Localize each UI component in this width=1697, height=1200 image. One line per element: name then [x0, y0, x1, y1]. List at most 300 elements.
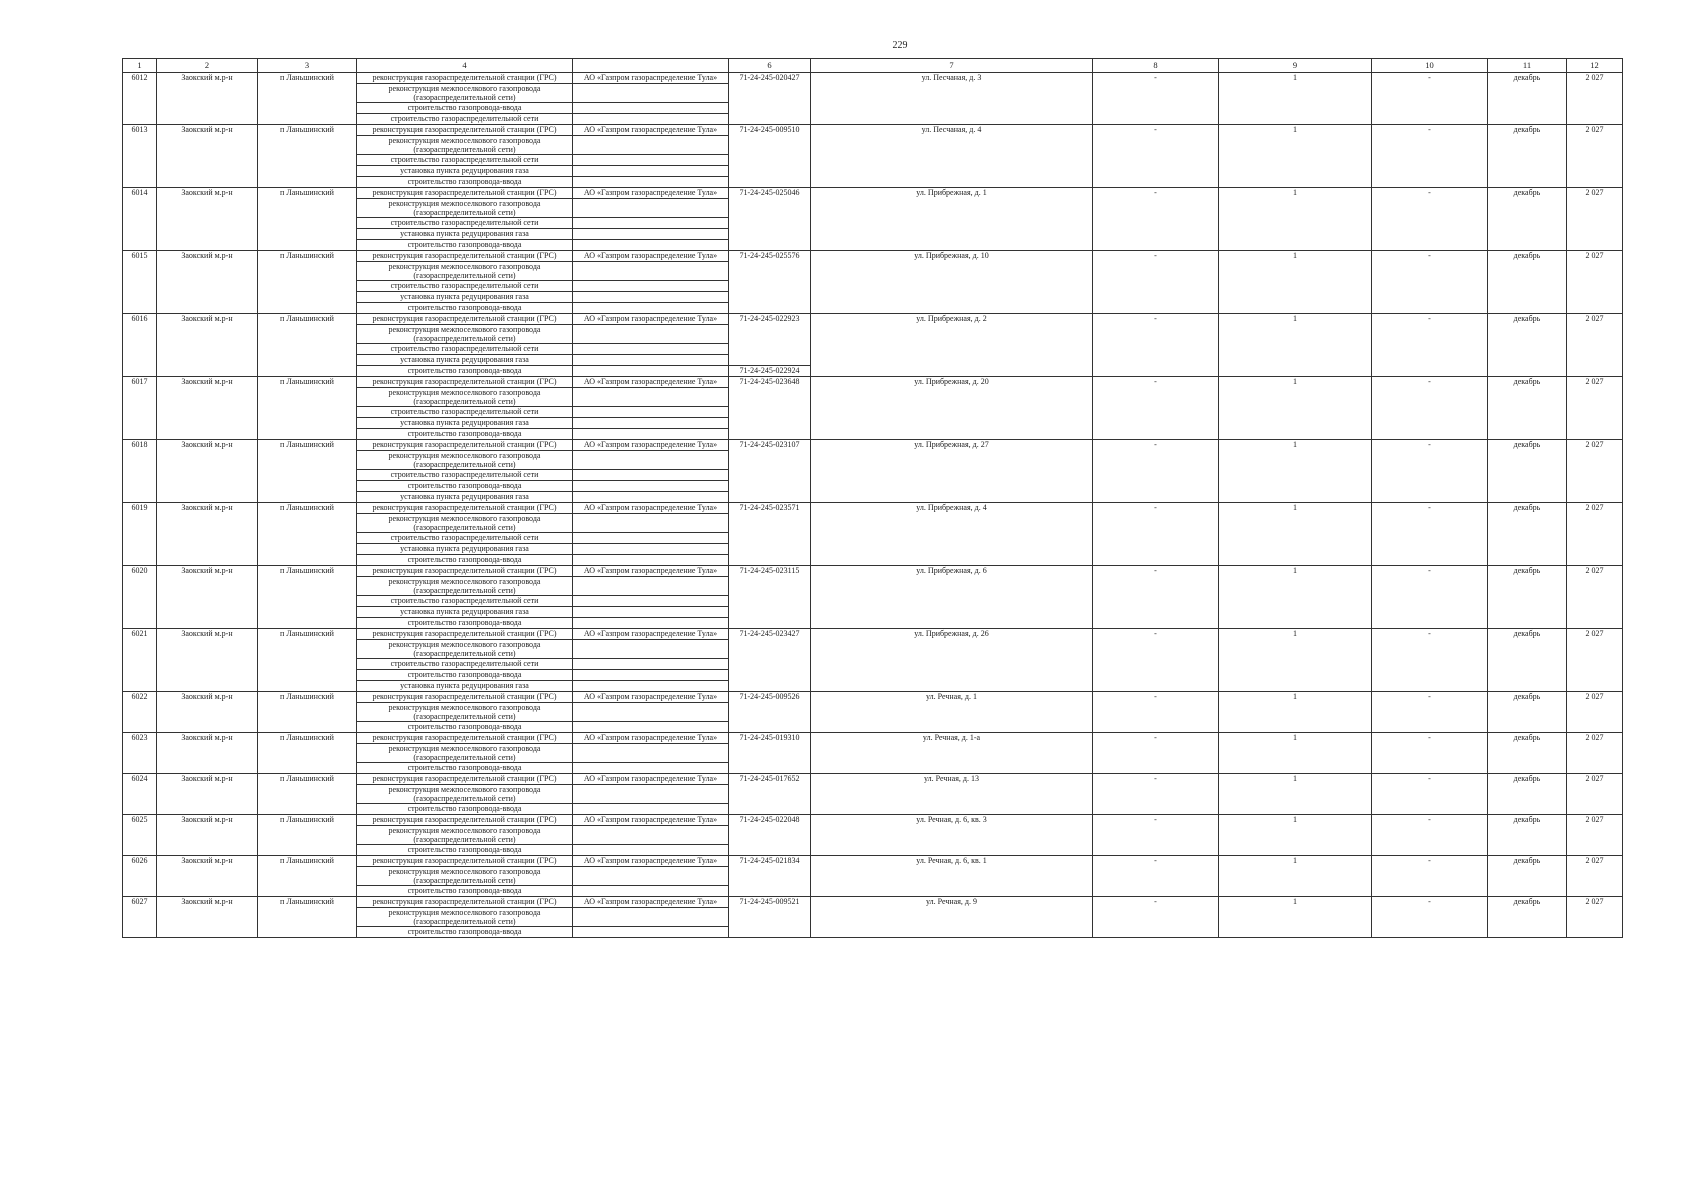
work-type-cell: реконструкция межпоселкового газопровода (газораспределительной сети)	[357, 84, 573, 103]
work-type-cell: реконструкция газораспределительной станции (ГРС)	[357, 733, 573, 744]
column-8-cell: -	[1093, 73, 1219, 125]
table-row	[123, 251, 1623, 262]
work-type-cell: строительство газораспределительной сети	[357, 407, 573, 418]
month-cell: декабрь	[1488, 377, 1567, 440]
organization-cell: АО «Газпром газораспределение Тула»	[573, 377, 729, 388]
organization-cell-empty	[573, 577, 729, 596]
work-type-cell: реконструкция межпоселкового газопровода (газораспределительной сети)	[357, 514, 573, 533]
work-type-cell: реконструкция межпоселкового газопровода (газораспределительной сети)	[357, 199, 573, 218]
work-type-cell: строительство газопровода-ввода	[357, 763, 573, 774]
column-9-cell: 1	[1219, 774, 1372, 815]
organization-cell-empty	[573, 325, 729, 344]
table-row	[123, 856, 1623, 867]
locality-cell: п Ланьшинский	[258, 692, 357, 733]
record-number: 6026	[123, 856, 157, 897]
year-cell: 2 027	[1567, 440, 1623, 503]
cadastral-number-cell: 71-24-245-022924	[729, 366, 811, 377]
organization-cell-empty	[573, 514, 729, 533]
district-cell: Заокский м.р-н	[157, 856, 258, 897]
organization-cell-empty	[573, 785, 729, 804]
month-cell: декабрь	[1488, 125, 1567, 188]
organization-cell: АО «Газпром газораспределение Тула»	[573, 314, 729, 325]
address-cell: ул. Речная, д. 1	[811, 692, 1093, 733]
work-type-cell: реконструкция газораспределительной станции (ГРС)	[357, 897, 573, 908]
work-type-cell: установка пункта редуцирования газа	[357, 166, 573, 177]
work-type-cell: реконструкция газораспределительной станции (ГРС)	[357, 377, 573, 388]
table-row	[123, 774, 1623, 785]
organization-cell: АО «Газпром газораспределение Тула»	[573, 503, 729, 514]
column-9-cell: 1	[1219, 314, 1372, 377]
work-type-cell: реконструкция газораспределительной станции (ГРС)	[357, 188, 573, 199]
organization-cell-empty	[573, 388, 729, 407]
col-header: 10	[1372, 59, 1488, 73]
column-8-cell: -	[1093, 503, 1219, 566]
work-type-cell: реконструкция межпоселкового газопровода (газораспределительной сети)	[357, 867, 573, 886]
cadastral-number-cell: 71-24-245-025046	[729, 188, 811, 251]
work-type-cell: строительство газораспределительной сети	[357, 344, 573, 355]
column-9-cell: 1	[1219, 897, 1372, 938]
cadastral-number-cell: 71-24-245-023571	[729, 503, 811, 566]
cadastral-number-cell: 71-24-245-022923	[729, 314, 811, 366]
year-cell: 2 027	[1567, 503, 1623, 566]
organization-cell-empty	[573, 218, 729, 229]
work-type-cell: реконструкция газораспределительной станции (ГРС)	[357, 856, 573, 867]
address-cell: ул. Речная, д. 6, кв. 3	[811, 815, 1093, 856]
column-8-cell: -	[1093, 125, 1219, 188]
work-type-cell: строительство газораспределительной сети	[357, 659, 573, 670]
work-type-cell: строительство газопровода-ввода	[357, 927, 573, 938]
table-row	[123, 314, 1623, 325]
organization-cell-empty	[573, 744, 729, 763]
table-row	[123, 73, 1623, 84]
work-type-cell: установка пункта редуцирования газа	[357, 355, 573, 366]
cadastral-number-cell: 71-24-245-019310	[729, 733, 811, 774]
record-number: 6022	[123, 692, 157, 733]
record-number: 6015	[123, 251, 157, 314]
address-cell: ул. Прибрежная, д. 10	[811, 251, 1093, 314]
table-row	[123, 815, 1623, 826]
work-type-cell: реконструкция межпоселкового газопровода (газораспределительной сети)	[357, 262, 573, 281]
record-number: 6020	[123, 566, 157, 629]
organization-cell-empty	[573, 804, 729, 815]
work-type-cell: строительство газопровода-ввода	[357, 481, 573, 492]
work-type-cell: реконструкция газораспределительной станции (ГРС)	[357, 692, 573, 703]
organization-cell-empty	[573, 136, 729, 155]
organization-cell-empty	[573, 659, 729, 670]
column-9-cell: 1	[1219, 629, 1372, 692]
column-8-cell: -	[1093, 188, 1219, 251]
address-cell: ул. Прибрежная, д. 27	[811, 440, 1093, 503]
work-type-cell: строительство газопровода-ввода	[357, 366, 573, 377]
district-cell: Заокский м.р-н	[157, 73, 258, 125]
work-type-cell: реконструкция газораспределительной станции (ГРС)	[357, 73, 573, 84]
organization-cell: АО «Газпром газораспределение Тула»	[573, 897, 729, 908]
organization-cell: АО «Газпром газораспределение Тула»	[573, 815, 729, 826]
organization-cell-empty	[573, 640, 729, 659]
district-cell: Заокский м.р-н	[157, 503, 258, 566]
work-type-cell: строительство газопровода-ввода	[357, 103, 573, 114]
col-header: 12	[1567, 59, 1623, 73]
table-row	[123, 629, 1623, 640]
column-8-cell: -	[1093, 897, 1219, 938]
address-cell: ул. Речная, д. 9	[811, 897, 1093, 938]
work-type-cell: строительство газопровода-ввода	[357, 845, 573, 856]
table-row	[123, 377, 1623, 388]
locality-cell: п Ланьшинский	[258, 897, 357, 938]
organization-cell-empty	[573, 429, 729, 440]
organization-cell-empty	[573, 281, 729, 292]
work-type-cell: реконструкция газораспределительной станции (ГРС)	[357, 815, 573, 826]
organization-cell-empty	[573, 481, 729, 492]
organization-cell-empty	[573, 927, 729, 938]
organization-cell-empty	[573, 407, 729, 418]
cadastral-number-cell: 71-24-245-023115	[729, 566, 811, 629]
district-cell: Заокский м.р-н	[157, 251, 258, 314]
record-number: 6021	[123, 629, 157, 692]
locality-cell: п Ланьшинский	[258, 251, 357, 314]
work-type-cell: установка пункта редуцирования газа	[357, 607, 573, 618]
column-9-cell: 1	[1219, 692, 1372, 733]
work-type-cell: реконструкция газораспределительной станции (ГРС)	[357, 566, 573, 577]
organization-cell-empty	[573, 492, 729, 503]
month-cell: декабрь	[1488, 188, 1567, 251]
year-cell: 2 027	[1567, 815, 1623, 856]
organization-cell-empty	[573, 763, 729, 774]
column-10-cell: -	[1372, 856, 1488, 897]
col-header: 6	[729, 59, 811, 73]
column-10-cell: -	[1372, 73, 1488, 125]
year-cell: 2 027	[1567, 692, 1623, 733]
column-8-cell: -	[1093, 314, 1219, 377]
locality-cell: п Ланьшинский	[258, 503, 357, 566]
work-type-cell: реконструкция газораспределительной станции (ГРС)	[357, 774, 573, 785]
work-type-cell: реконструкция газораспределительной станции (ГРС)	[357, 125, 573, 136]
work-type-cell: строительство газопровода-ввода	[357, 670, 573, 681]
work-type-cell: реконструкция межпоселкового газопровода (газораспределительной сети)	[357, 908, 573, 927]
column-8-cell: -	[1093, 251, 1219, 314]
column-10-cell: -	[1372, 251, 1488, 314]
organization-cell-empty	[573, 607, 729, 618]
locality-cell: п Ланьшинский	[258, 125, 357, 188]
organization-cell-empty	[573, 114, 729, 125]
district-cell: Заокский м.р-н	[157, 377, 258, 440]
district-cell: Заокский м.р-н	[157, 774, 258, 815]
work-type-cell: строительство газопровода-ввода	[357, 555, 573, 566]
organization-cell-empty	[573, 229, 729, 240]
district-cell: Заокский м.р-н	[157, 692, 258, 733]
column-8-cell: -	[1093, 774, 1219, 815]
organization-cell-empty	[573, 451, 729, 470]
work-type-cell: строительство газопровода-ввода	[357, 429, 573, 440]
column-8-cell: -	[1093, 692, 1219, 733]
work-type-cell: реконструкция межпоселкового газопровода (газораспределительной сети)	[357, 136, 573, 155]
table-row	[123, 188, 1623, 199]
col-header: 4	[357, 59, 573, 73]
work-type-cell: реконструкция межпоселкового газопровода (газораспределительной сети)	[357, 826, 573, 845]
month-cell: декабрь	[1488, 566, 1567, 629]
column-8-cell: -	[1093, 629, 1219, 692]
column-8-cell: -	[1093, 856, 1219, 897]
record-number: 6018	[123, 440, 157, 503]
year-cell: 2 027	[1567, 629, 1623, 692]
cadastral-number-cell: 71-24-245-022048	[729, 815, 811, 856]
organization-cell-empty	[573, 555, 729, 566]
column-9-cell: 1	[1219, 815, 1372, 856]
organization-cell-empty	[573, 826, 729, 845]
column-9-cell: 1	[1219, 566, 1372, 629]
record-number: 6025	[123, 815, 157, 856]
locality-cell: п Ланьшинский	[258, 629, 357, 692]
column-10-cell: -	[1372, 377, 1488, 440]
organization-cell-empty	[573, 886, 729, 897]
column-10-cell: -	[1372, 503, 1488, 566]
month-cell: декабрь	[1488, 629, 1567, 692]
address-cell: ул. Речная, д. 13	[811, 774, 1093, 815]
organization-cell-empty	[573, 84, 729, 103]
work-type-cell: установка пункта редуцирования газа	[357, 292, 573, 303]
table-row	[123, 733, 1623, 744]
district-cell: Заокский м.р-н	[157, 733, 258, 774]
table-row	[123, 897, 1623, 908]
table-row	[123, 503, 1623, 514]
column-10-cell: -	[1372, 125, 1488, 188]
address-cell: ул. Песчаная, д. 4	[811, 125, 1093, 188]
header-row	[123, 59, 1623, 73]
column-10-cell: -	[1372, 774, 1488, 815]
work-type-cell: строительство газораспределительной сети	[357, 155, 573, 166]
column-9-cell: 1	[1219, 73, 1372, 125]
organization-cell-empty	[573, 596, 729, 607]
work-type-cell: реконструкция газораспределительной станции (ГРС)	[357, 314, 573, 325]
district-cell: Заокский м.р-н	[157, 188, 258, 251]
organization-cell-empty	[573, 867, 729, 886]
col-header: 1	[123, 59, 157, 73]
work-type-cell: строительство газораспределительной сети	[357, 281, 573, 292]
organization-cell-empty	[573, 544, 729, 555]
cadastral-number-cell: 71-24-245-017652	[729, 774, 811, 815]
record-number: 6014	[123, 188, 157, 251]
record-number: 6023	[123, 733, 157, 774]
work-type-cell: строительство газораспределительной сети	[357, 218, 573, 229]
address-cell: ул. Песчаная, д. 3	[811, 73, 1093, 125]
column-10-cell: -	[1372, 815, 1488, 856]
organization-cell-empty	[573, 418, 729, 429]
record-number: 6013	[123, 125, 157, 188]
col-header: 3	[258, 59, 357, 73]
locality-cell: п Ланьшинский	[258, 188, 357, 251]
record-number: 6024	[123, 774, 157, 815]
locality-cell: п Ланьшинский	[258, 314, 357, 377]
organization-cell-empty	[573, 908, 729, 927]
organization-cell-empty	[573, 262, 729, 281]
month-cell: декабрь	[1488, 251, 1567, 314]
locality-cell: п Ланьшинский	[258, 377, 357, 440]
organization-cell: АО «Газпром газораспределение Тула»	[573, 188, 729, 199]
organization-cell-empty	[573, 703, 729, 722]
page-number: 229	[892, 40, 908, 51]
organization-cell: АО «Газпром газораспределение Тула»	[573, 774, 729, 785]
cadastral-number-cell: 71-24-245-009521	[729, 897, 811, 938]
year-cell: 2 027	[1567, 774, 1623, 815]
year-cell: 2 027	[1567, 251, 1623, 314]
year-cell: 2 027	[1567, 73, 1623, 125]
organization-cell-empty	[573, 303, 729, 314]
work-type-cell: реконструкция газораспределительной станции (ГРС)	[357, 629, 573, 640]
work-type-cell: установка пункта редуцирования газа	[357, 544, 573, 555]
organization-cell-empty	[573, 845, 729, 856]
work-type-cell: строительство газораспределительной сети	[357, 470, 573, 481]
work-type-cell: реконструкция межпоселкового газопровода (газораспределительной сети)	[357, 703, 573, 722]
organization-cell-empty	[573, 292, 729, 303]
district-cell: Заокский м.р-н	[157, 566, 258, 629]
column-10-cell: -	[1372, 692, 1488, 733]
col-header: 9	[1219, 59, 1372, 73]
organization-cell: АО «Газпром газораспределение Тула»	[573, 251, 729, 262]
column-10-cell: -	[1372, 897, 1488, 938]
address-cell: ул. Прибрежная, д. 26	[811, 629, 1093, 692]
col-header: 11	[1488, 59, 1567, 73]
year-cell: 2 027	[1567, 125, 1623, 188]
cadastral-number-cell: 71-24-245-009510	[729, 125, 811, 188]
organization-cell-empty	[573, 355, 729, 366]
column-9-cell: 1	[1219, 188, 1372, 251]
month-cell: декабрь	[1488, 774, 1567, 815]
work-type-cell: реконструкция межпоселкового газопровода (газораспределительной сети)	[357, 785, 573, 804]
table-row	[123, 566, 1623, 577]
column-8-cell: -	[1093, 440, 1219, 503]
organization-cell-empty	[573, 533, 729, 544]
work-type-cell: реконструкция межпоселкового газопровода (газораспределительной сети)	[357, 388, 573, 407]
organization-cell-empty	[573, 366, 729, 377]
organization-cell-empty	[573, 618, 729, 629]
address-cell: ул. Прибрежная, д. 20	[811, 377, 1093, 440]
work-type-cell: реконструкция газораспределительной станции (ГРС)	[357, 503, 573, 514]
work-type-cell: установка пункта редуцирования газа	[357, 492, 573, 503]
column-10-cell: -	[1372, 188, 1488, 251]
month-cell: декабрь	[1488, 856, 1567, 897]
column-10-cell: -	[1372, 440, 1488, 503]
column-9-cell: 1	[1219, 440, 1372, 503]
month-cell: декабрь	[1488, 733, 1567, 774]
work-type-cell: реконструкция газораспределительной станции (ГРС)	[357, 440, 573, 451]
record-number: 6017	[123, 377, 157, 440]
organization-cell-empty	[573, 199, 729, 218]
organization-cell: АО «Газпром газораспределение Тула»	[573, 125, 729, 136]
organization-cell-empty	[573, 344, 729, 355]
column-9-cell: 1	[1219, 377, 1372, 440]
organization-cell-empty	[573, 670, 729, 681]
organization-cell: АО «Газпром газораспределение Тула»	[573, 73, 729, 84]
work-type-cell: строительство газораспределительной сети	[357, 596, 573, 607]
column-10-cell: -	[1372, 314, 1488, 377]
column-10-cell: -	[1372, 629, 1488, 692]
work-type-cell: строительство газопровода-ввода	[357, 303, 573, 314]
year-cell: 2 027	[1567, 856, 1623, 897]
address-cell: ул. Речная, д. 6, кв. 1	[811, 856, 1093, 897]
cadastral-number-cell: 71-24-245-023427	[729, 629, 811, 692]
year-cell: 2 027	[1567, 314, 1623, 377]
column-9-cell: 1	[1219, 251, 1372, 314]
month-cell: декабрь	[1488, 314, 1567, 377]
work-type-cell: строительство газопровода-ввода	[357, 722, 573, 733]
organization-cell: АО «Газпром газораспределение Тула»	[573, 629, 729, 640]
work-type-cell: строительство газопровода-ввода	[357, 886, 573, 897]
year-cell: 2 027	[1567, 566, 1623, 629]
record-number: 6016	[123, 314, 157, 377]
work-type-cell: реконструкция межпоселкового газопровода (газораспределительной сети)	[357, 577, 573, 596]
address-cell: ул. Прибрежная, д. 6	[811, 566, 1093, 629]
cadastral-number-cell: 71-24-245-023648	[729, 377, 811, 440]
column-8-cell: -	[1093, 566, 1219, 629]
organization-cell-empty	[573, 470, 729, 481]
column-8-cell: -	[1093, 733, 1219, 774]
col-header: 8	[1093, 59, 1219, 73]
column-10-cell: -	[1372, 566, 1488, 629]
district-cell: Заокский м.р-н	[157, 125, 258, 188]
col-header: 2	[157, 59, 258, 73]
district-cell: Заокский м.р-н	[157, 897, 258, 938]
locality-cell: п Ланьшинский	[258, 815, 357, 856]
district-cell: Заокский м.р-н	[157, 314, 258, 377]
organization-cell-empty	[573, 722, 729, 733]
organization-cell: АО «Газпром газораспределение Тула»	[573, 440, 729, 451]
organization-cell-empty	[573, 240, 729, 251]
locality-cell: п Ланьшинский	[258, 774, 357, 815]
locality-cell: п Ланьшинский	[258, 73, 357, 125]
column-9-cell: 1	[1219, 856, 1372, 897]
locality-cell: п Ланьшинский	[258, 733, 357, 774]
organization-cell-empty	[573, 103, 729, 114]
work-type-cell: реконструкция газораспределительной станции (ГРС)	[357, 251, 573, 262]
locality-cell: п Ланьшинский	[258, 440, 357, 503]
gasification-schedule-table	[122, 58, 1623, 938]
address-cell: ул. Прибрежная, д. 2	[811, 314, 1093, 377]
month-cell: декабрь	[1488, 692, 1567, 733]
district-cell: Заокский м.р-н	[157, 815, 258, 856]
work-type-cell: реконструкция межпоселкового газопровода (газораспределительной сети)	[357, 451, 573, 470]
record-number: 6012	[123, 73, 157, 125]
organization-cell: АО «Газпром газораспределение Тула»	[573, 692, 729, 703]
work-type-cell: строительство газопровода-ввода	[357, 177, 573, 188]
year-cell: 2 027	[1567, 377, 1623, 440]
record-number: 6019	[123, 503, 157, 566]
column-9-cell: 1	[1219, 125, 1372, 188]
month-cell: декабрь	[1488, 503, 1567, 566]
cadastral-number-cell: 71-24-245-023107	[729, 440, 811, 503]
table-row	[123, 440, 1623, 451]
month-cell: декабрь	[1488, 440, 1567, 503]
month-cell: декабрь	[1488, 815, 1567, 856]
organization-cell: АО «Газпром газораспределение Тула»	[573, 856, 729, 867]
organization-cell-empty	[573, 681, 729, 692]
column-8-cell: -	[1093, 377, 1219, 440]
address-cell: ул. Речная, д. 1-а	[811, 733, 1093, 774]
organization-cell-empty	[573, 155, 729, 166]
organization-cell: АО «Газпром газораспределение Тула»	[573, 566, 729, 577]
column-8-cell: -	[1093, 815, 1219, 856]
col-header	[573, 59, 729, 73]
cadastral-number-cell: 71-24-245-021834	[729, 856, 811, 897]
work-type-cell: строительство газопровода-ввода	[357, 804, 573, 815]
work-type-cell: установка пункта редуцирования газа	[357, 229, 573, 240]
work-type-cell: строительство газораспределительной сети	[357, 533, 573, 544]
cadastral-number-cell: 71-24-245-020427	[729, 73, 811, 125]
col-header: 7	[811, 59, 1093, 73]
work-type-cell: реконструкция межпоселкового газопровода (газораспределительной сети)	[357, 325, 573, 344]
cadastral-number-cell: 71-24-245-025576	[729, 251, 811, 314]
year-cell: 2 027	[1567, 897, 1623, 938]
column-9-cell: 1	[1219, 503, 1372, 566]
